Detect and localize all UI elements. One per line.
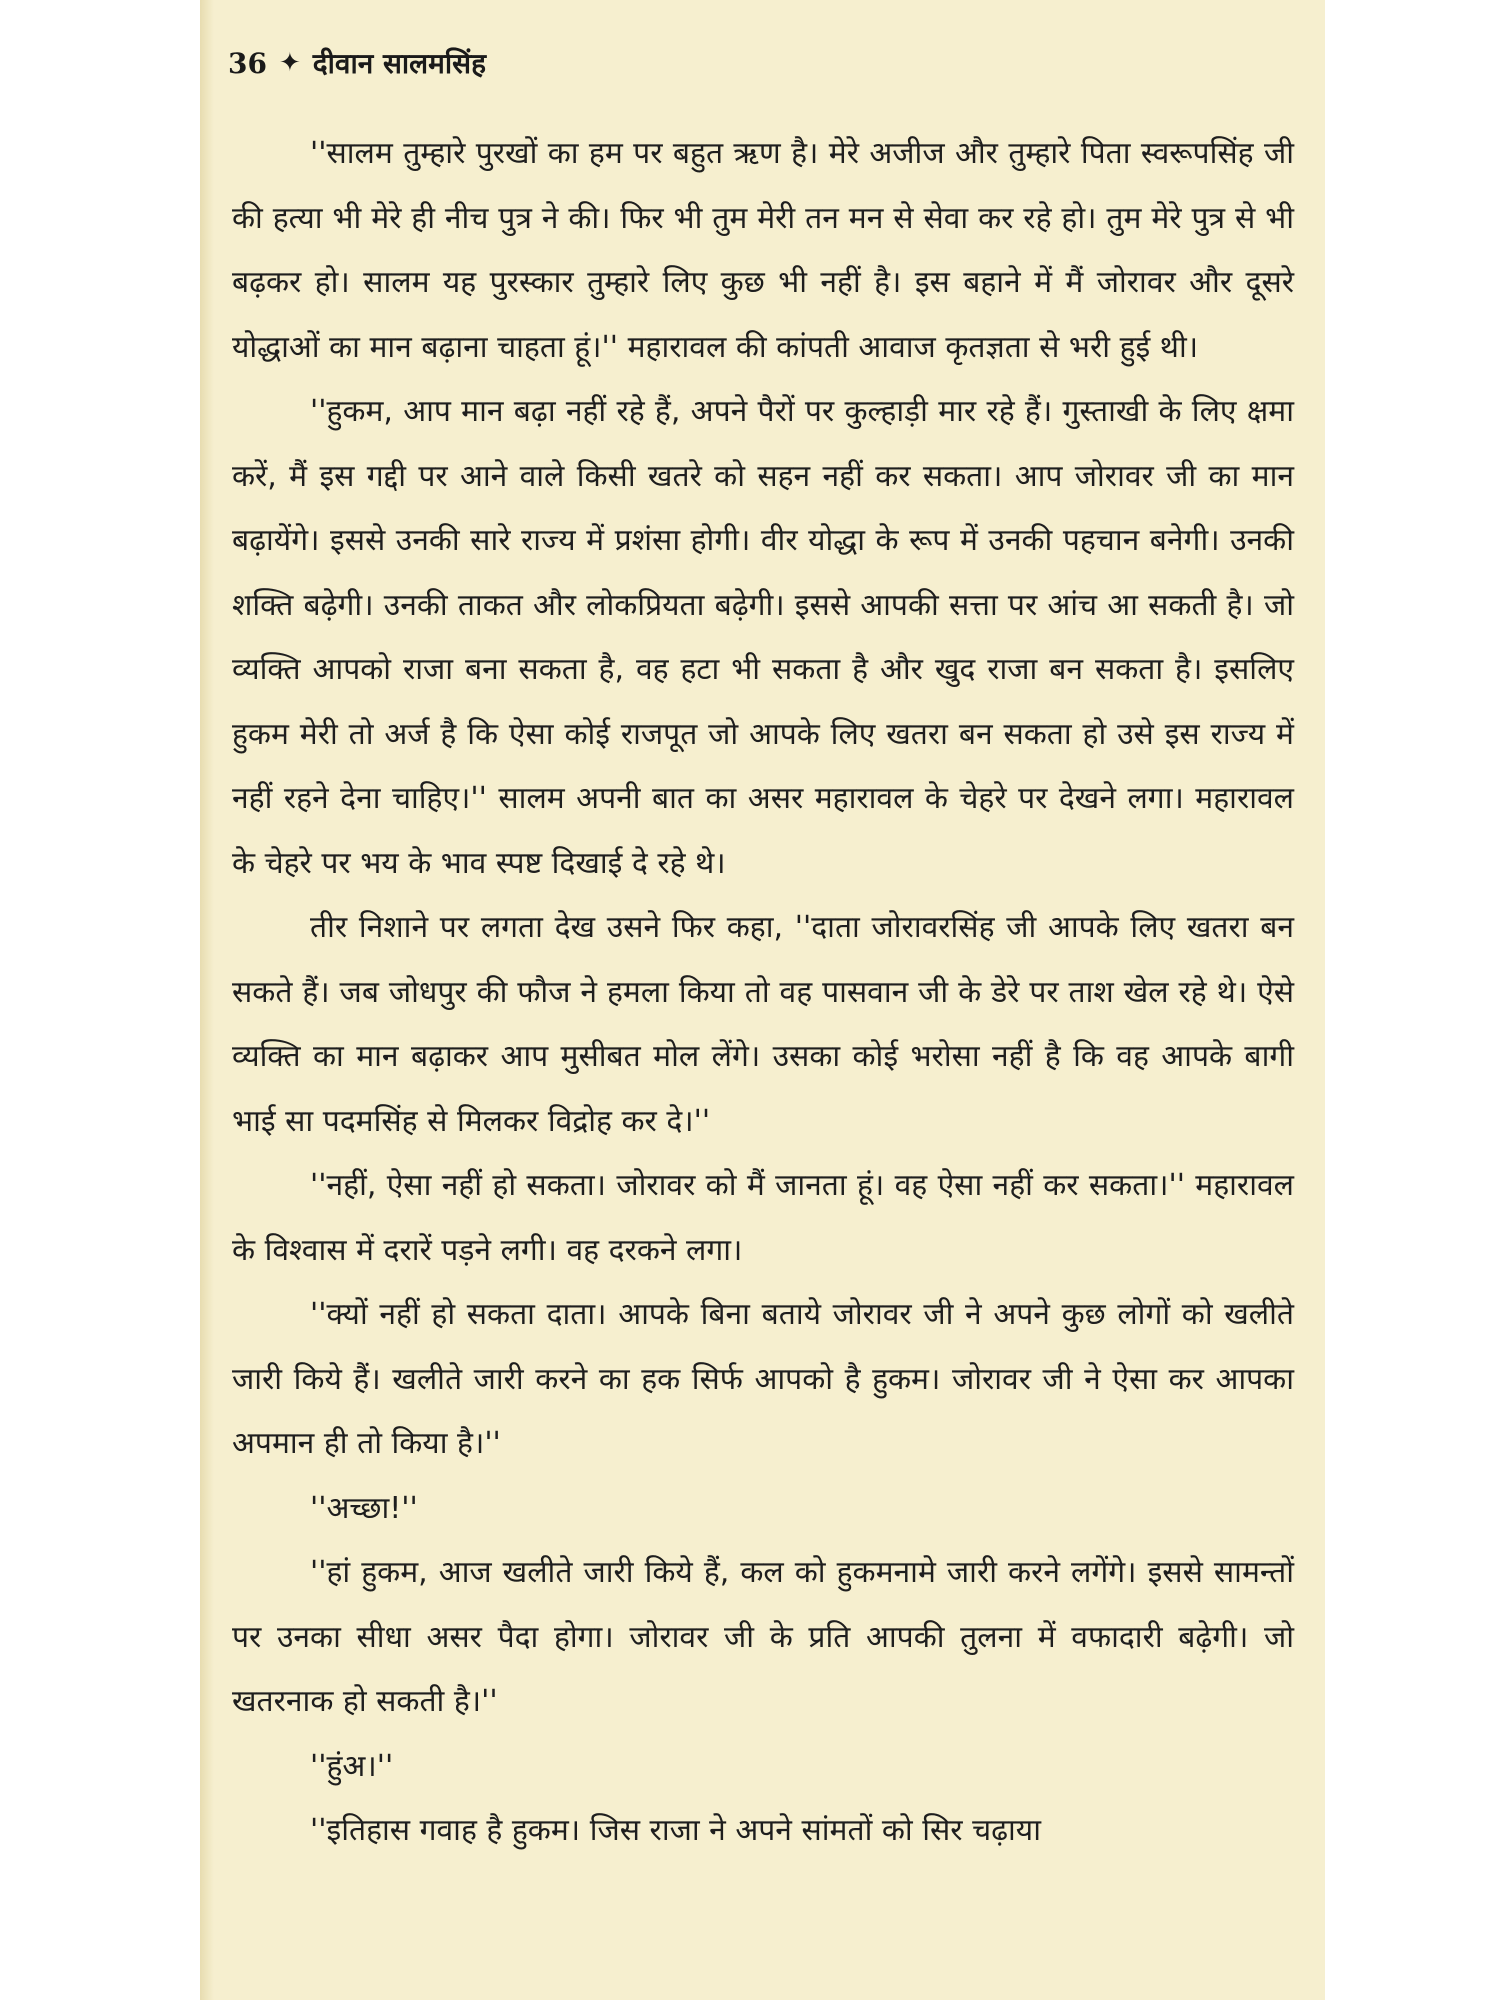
page-header — [228, 44, 486, 82]
running-title: दीवान सालमसिंह — [312, 47, 486, 80]
paragraph: ''अच्छा!'' — [310, 1490, 418, 1526]
page-number: 36 — [228, 46, 267, 80]
separator-star-icon: ✦ — [278, 48, 301, 78]
paragraph: ''इतिहास गवाह है हुकम। जिस राजा ने अपने सांमतों को सिर चढ़ाया — [310, 1813, 1041, 1848]
paragraph: ''सालम तुम्हारे पुरखों का हम पर बहुत ऋण है। मेरे अजीज और तुम्हारे पिता स्वरूपसिंह जी की हत्या भी मेरे ही नीच पुत्र ने की। फिर भी तुम मेरी तन मन से सेवा कर रहे हो। तुम मेरे पुत्र से भी बढ़कर हो। सालम यह पुरस्कार तुम्हारे लिए कुछ भी नहीं है। इस बहाने में मैं जोरावर और दूसरे योद्धाओं का मान बढ़ाना चाहता हूं।'' महारावल की कांपती आवाज कृतज्ञता से भरी हुई थी। — [232, 136, 1294, 365]
book-page — [200, 0, 1325, 2000]
paragraph: तीर निशाने पर लगता देख उसने फिर कहा, ''दाता जोरावरसिंह जी आपके लिए खतरा बन सकते हैं। जब जोधपुर की फौज ने हमला किया तो वह पासवान जी के डेरे पर ताश खेल रहे थे। ऐसे व्यक्ति का मान बढ़ाकर आप मुसीबत मोल लेंगे। उसका कोई भरोसा नहीं है कि वह आपके बागी भाई सा पदमसिंह से मिलकर विद्रोह कर दे।'' — [232, 910, 1294, 1139]
paragraph: ''नहीं, ऐसा नहीं हो सकता। जोरावर को मैं जानता हूं। वह ऐसा नहीं कर सकता।'' महारावल के विश्वास में दरारें पड़ने लगी। वह दरकने लगा। — [232, 1168, 1294, 1268]
paragraph: ''हुकम, आप मान बढ़ा नहीं रहे हैं, अपने पैरों पर कुल्हाड़ी मार रहे हैं। गुस्ताखी के लिए क्षमा करें, मैं इस गद्दी पर आने वाले किसी खतरे को सहन नहीं कर सकता। आप जोरावर जी का मान बढ़ायेंगे। इससे उनकी सारे राज्य में प्रशंसा होगी। वीर योद्धा के रूप में उनकी पहचान बनेगी। उनकी शक्ति बढ़ेगी। उनकी ताकत और लोकप्रियता बढ़ेगी। इससे आपकी सत्ता पर आंच आ सकती है। जो व्यक्ति आपको राजा बना सकता है, वह हटा भी सकता है और खुद राजा बन सकता है। इसलिए हुकम मेरी तो अर्ज है कि ऐसा कोई राजपूत जो आपके लिए खतरा बन सकता हो उसे इस राज्य में नहीं रहने देना चाहिए।'' सालम अपनी बात का असर महारावल के चेहरे पर देखने लगा। महारावल के चेहरे पर भय के भाव स्पष्ट दिखाई दे रहे थे। — [232, 394, 1294, 881]
paragraph: ''हुंअ।'' — [310, 1748, 394, 1784]
body-text — [232, 122, 1294, 1864]
paragraph: ''क्यों नहीं हो सकता दाता। आपके बिना बताये जोरावर जी ने अपने कुछ लोगों को खलीते जारी किये हैं। खलीते जारी करने का हक सिर्फ आपको है हुकम। जोरावर जी ने ऐसा कर आपका अपमान ही तो किया है।'' — [232, 1297, 1294, 1461]
paragraph: ''हां हुकम, आज खलीते जारी किये हैं, कल को हुकमनामे जारी करने लगेंगे। इससे सामन्तों पर उनका सीधा असर पैदा होगा। जोरावर जी के प्रति आपकी तुलना में वफादारी बढ़ेगी। जो खतरनाक हो सकती है।'' — [232, 1555, 1294, 1719]
